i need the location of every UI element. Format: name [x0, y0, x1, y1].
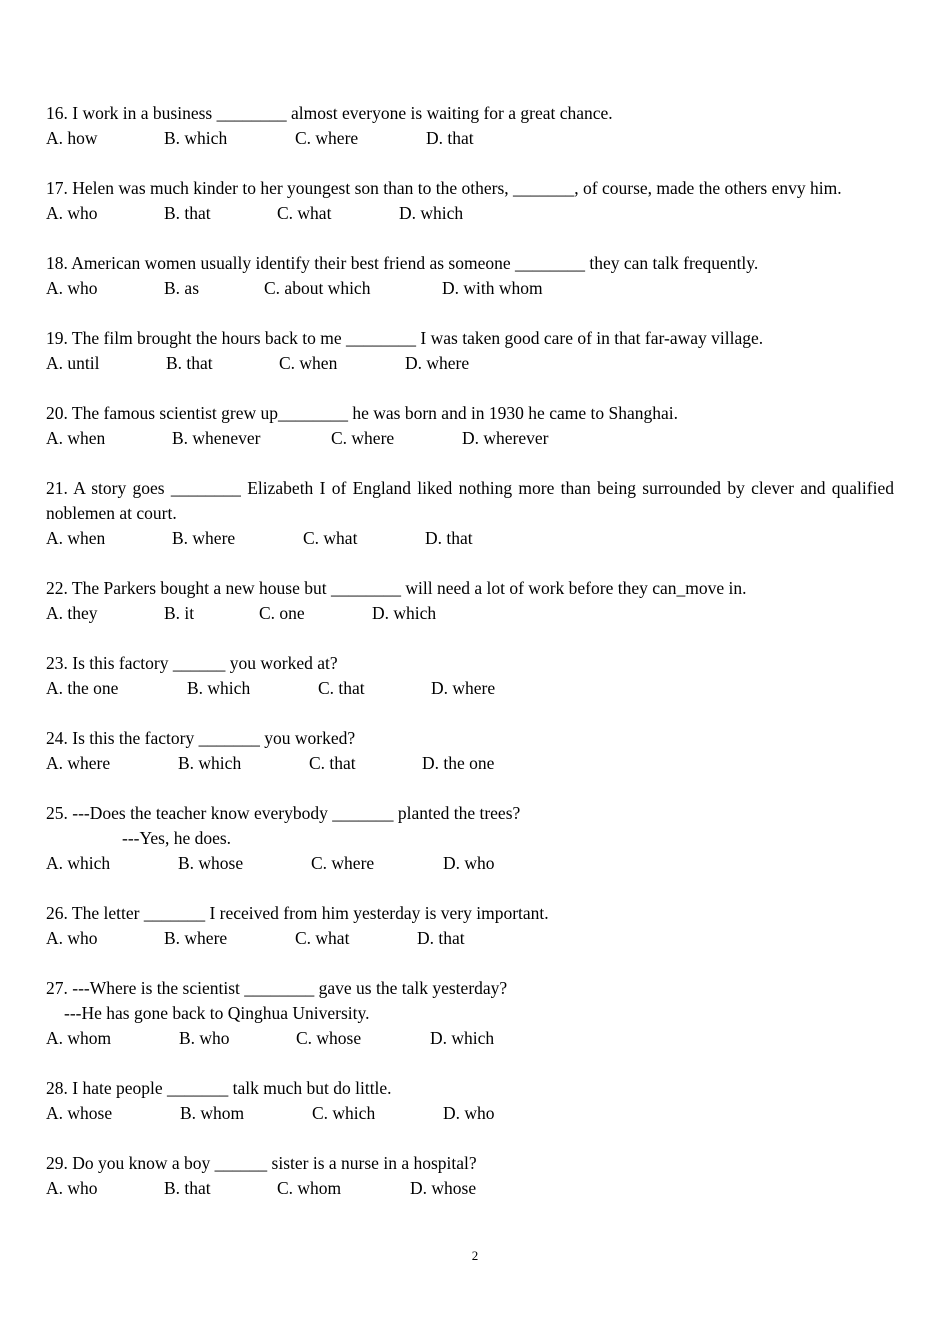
- answer-options: [46, 351, 894, 376]
- answer-options: [46, 601, 894, 626]
- option-c: C. that: [318, 678, 365, 698]
- option-b: B. which: [187, 678, 251, 698]
- option-c: C. one: [259, 603, 305, 623]
- option-a: A. who: [46, 278, 98, 298]
- option-a: A. who: [46, 928, 98, 948]
- question-stem: 27. ---Where is the scientist ________ gave us the talk yesterday?: [46, 978, 508, 998]
- option-d: D. with whom: [442, 278, 543, 298]
- page-number: 2: [471, 1248, 479, 1263]
- question-stem: 18. American women usually identify their best friend as someone ________ they can talk frequently.: [46, 253, 759, 273]
- answer-options: [46, 1176, 894, 1201]
- question-stem: 22. The Parkers bought a new house but ________ will need a lot of work before they can_move in.: [46, 578, 747, 598]
- question-stem: 29. Do you know a boy ______ sister is a nurse in a hospital?: [46, 1153, 477, 1173]
- option-c: C. where: [295, 128, 359, 148]
- question-21: [46, 476, 894, 551]
- question-reply: ---Yes, he does.: [122, 828, 232, 848]
- option-d: D. that: [426, 128, 474, 148]
- option-a: A. where: [46, 753, 111, 773]
- answer-options: [46, 276, 894, 301]
- option-a: A. they: [46, 603, 98, 623]
- option-b: B. whom: [180, 1103, 245, 1123]
- option-b: B. that: [166, 353, 213, 373]
- answer-options: [46, 201, 894, 226]
- answer-options: [46, 426, 894, 451]
- option-d: D. where: [405, 353, 470, 373]
- option-a: A. which: [46, 853, 111, 873]
- worksheet-page: [46, 101, 894, 1226]
- answer-options: [46, 1026, 894, 1051]
- answer-options: [46, 926, 894, 951]
- option-c: C. that: [309, 753, 356, 773]
- question-stem: 16. I work in a business ________ almost everyone is waiting for a great chance.: [46, 103, 613, 123]
- option-a: A. when: [46, 528, 106, 548]
- option-b: B. it: [164, 603, 195, 623]
- option-c: C. where: [311, 853, 375, 873]
- option-a: A. who: [46, 203, 98, 223]
- question-stem: 23. Is this factory ______ you worked at?: [46, 653, 338, 673]
- option-c: C. what: [277, 203, 332, 223]
- question-stem: 17. Helen was much kinder to her youngest son than to the others, _______, of course, made the others envy him.: [46, 178, 842, 198]
- question-23: [46, 651, 894, 701]
- option-d: D. where: [431, 678, 496, 698]
- option-d: D. that: [425, 528, 473, 548]
- option-c: C. whose: [296, 1028, 362, 1048]
- option-b: B. as: [164, 278, 199, 298]
- question-19: [46, 326, 894, 376]
- option-b: B. that: [164, 203, 211, 223]
- option-c: C. about which: [264, 278, 371, 298]
- answer-options: [46, 526, 894, 551]
- option-b: B. who: [179, 1028, 230, 1048]
- question-27: [46, 976, 894, 1051]
- question-26: [46, 901, 894, 951]
- option-b: B. that: [164, 1178, 211, 1198]
- option-a: A. the one: [46, 678, 119, 698]
- question-17: [46, 176, 894, 226]
- option-d: D. the one: [422, 753, 495, 773]
- question-18: [46, 251, 894, 301]
- option-d: D. wherever: [462, 428, 549, 448]
- option-d: D. which: [372, 603, 437, 623]
- option-b: B. which: [178, 753, 242, 773]
- option-a: A. whose: [46, 1103, 113, 1123]
- question-stem: 26. The letter _______ I received from him yesterday is very important.: [46, 903, 549, 923]
- question-stem: 21. A story goes ________ Elizabeth I of England liked nothing more than being surrounded by clever and qualified noblemen at court.: [46, 478, 894, 523]
- option-c: C. whom: [277, 1178, 342, 1198]
- option-b: B. which: [164, 128, 228, 148]
- question-29: [46, 1151, 894, 1201]
- option-b: B. where: [164, 928, 228, 948]
- question-stem: 19. The film brought the hours back to me ________ I was taken good care of in that far-away village.: [46, 328, 764, 348]
- question-25: [46, 801, 894, 876]
- option-d: D. who: [443, 1103, 495, 1123]
- question-stem: 24. Is this the factory _______ you worked?: [46, 728, 356, 748]
- answer-options: [46, 1101, 894, 1126]
- option-a: A. whom: [46, 1028, 112, 1048]
- question-20: [46, 401, 894, 451]
- question-28: [46, 1076, 894, 1126]
- option-d: D. who: [443, 853, 495, 873]
- option-b: B. whose: [178, 853, 244, 873]
- option-a: A. who: [46, 1178, 98, 1198]
- option-c: C. when: [279, 353, 338, 373]
- question-24: [46, 726, 894, 776]
- option-c: C. which: [312, 1103, 376, 1123]
- question-stem: 20. The famous scientist grew up________ he was born and in 1930 he came to Shanghai.: [46, 403, 678, 423]
- answer-options: [46, 851, 894, 876]
- option-a: A. until: [46, 353, 100, 373]
- answer-options: [46, 126, 894, 151]
- option-d: D. whose: [410, 1178, 477, 1198]
- question-22: [46, 576, 894, 626]
- option-b: B. where: [172, 528, 236, 548]
- question-stem: 28. I hate people _______ talk much but do little.: [46, 1078, 392, 1098]
- option-a: A. how: [46, 128, 98, 148]
- question-16: [46, 101, 894, 151]
- option-b: B. whenever: [172, 428, 261, 448]
- option-d: D. which: [430, 1028, 495, 1048]
- answer-options: [46, 751, 894, 776]
- option-d: D. which: [399, 203, 464, 223]
- answer-options: [46, 676, 894, 701]
- question-reply: ---He has gone back to Qinghua University.: [64, 1003, 370, 1023]
- option-c: C. what: [303, 528, 358, 548]
- question-stem: 25. ---Does the teacher know everybody _______ planted the trees?: [46, 803, 521, 823]
- option-c: C. where: [331, 428, 395, 448]
- option-d: D. that: [417, 928, 465, 948]
- option-c: C. what: [295, 928, 350, 948]
- option-a: A. when: [46, 428, 106, 448]
